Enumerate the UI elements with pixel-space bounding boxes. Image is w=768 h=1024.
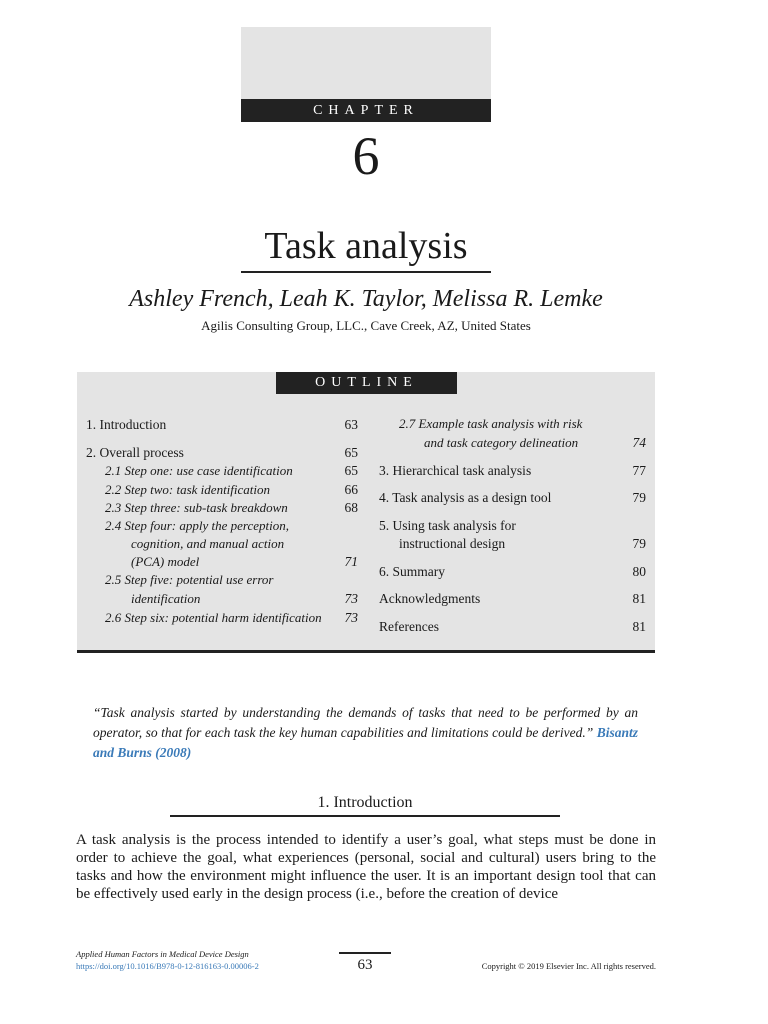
- outline-item-2-3[interactable]: 2.3 Step three: sub-task breakdown: [105, 500, 288, 515]
- outline-item-2-4-line2: cognition, and manual action: [131, 536, 285, 551]
- outline-page: 73: [344, 610, 358, 625]
- outline-item-references[interactable]: References: [379, 619, 439, 634]
- section-heading: 1. Introduction: [317, 794, 413, 811]
- section-divider: [170, 815, 560, 817]
- outline-item-summary[interactable]: 6. Summary: [379, 564, 445, 579]
- outline-item-introduction[interactable]: 1. Introduction: [86, 417, 167, 432]
- title-divider: [241, 271, 491, 273]
- outline-item-instructional-line2: instructional design: [399, 536, 506, 551]
- outline-page: 79: [632, 536, 646, 551]
- outline-item-acknowledgments[interactable]: Acknowledgments: [379, 591, 481, 606]
- outline-item-2-5[interactable]: 2.5 Step five: potential use error: [105, 572, 274, 587]
- outline-page: 63: [344, 417, 358, 432]
- quote-text: “Task analysis started by understanding the demands of tasks that need to be performed by an operator, so that for each task the key human capabilities and limitations could be derived.”: [93, 705, 638, 740]
- outline-item-hierarchical[interactable]: 3. Hierarchical task analysis: [379, 463, 532, 478]
- authors: Ashley French, Leah K. Taylor, Melissa R. Lemke: [129, 286, 603, 312]
- chapter-number: 6: [352, 126, 380, 186]
- epigraph-quote: [93, 703, 638, 763]
- outline-item-2-1[interactable]: 2.1 Step one: use case identification: [105, 463, 293, 478]
- outline-page: 79: [632, 490, 646, 505]
- doi-link[interactable]: https://doi.org/10.1016/B978-0-12-816163-0.00006-2: [76, 961, 259, 971]
- book-title: Applied Human Factors in Medical Device Design: [76, 949, 249, 959]
- chapter-label: CHAPTER: [241, 99, 491, 122]
- outline-label: OUTLINE: [276, 372, 457, 394]
- chapter-header-box: [241, 27, 491, 99]
- outline-page: 81: [632, 591, 646, 606]
- copyright: Copyright © 2019 Elsevier Inc. All rights reserved.: [481, 961, 656, 971]
- outline-item-2-4[interactable]: 2.4 Step four: apply the perception,: [105, 518, 290, 533]
- outline-item-2-2[interactable]: 2.2 Step two: task identification: [105, 482, 271, 497]
- outline-page: 65: [344, 445, 358, 460]
- outline-page: 80: [632, 564, 646, 579]
- page-number-rule: [339, 952, 391, 954]
- outline-page: 77: [632, 463, 646, 478]
- outline-item-2-4-line3: (PCA) model: [131, 554, 200, 569]
- outline-page: 71: [344, 554, 358, 569]
- outline-page: 66: [344, 482, 358, 497]
- quote-citation-link[interactable]: Bisantz and Burns (2008): [93, 725, 639, 760]
- footer-source: [76, 948, 259, 972]
- outline-item-design-tool[interactable]: 4. Task analysis as a design tool: [379, 490, 552, 505]
- outline-item-2-7-line2: and task category delineation: [424, 435, 579, 450]
- outline-item-2-6[interactable]: 2.6 Step six: potential harm identification: [105, 610, 322, 625]
- outline-page: 74: [632, 435, 646, 450]
- outline-item-2-5-line2: identification: [131, 591, 201, 606]
- outline-item-overall-process[interactable]: 2. Overall process: [86, 445, 184, 460]
- body-paragraph: A task analysis is the process intended to identify a user’s goal, what steps must be done in order to achieve the goal, what experiences (personal, social and cultural) users bring to the tasks and how the environment might influence the user. It is an important design tool that can be effectively used early in the design process (i.e., before the creation of device: [76, 832, 656, 902]
- outline-box: [77, 372, 655, 653]
- outline-page: 68: [344, 500, 358, 515]
- outline-item-instructional[interactable]: 5. Using task analysis for: [379, 518, 516, 533]
- outline-page: 65: [344, 463, 358, 478]
- page-number: 63: [357, 957, 373, 973]
- outline-page: 81: [632, 619, 646, 634]
- affiliation: Agilis Consulting Group, LLC., Cave Creek, AZ, United States: [201, 318, 531, 333]
- outline-page: 73: [344, 591, 358, 606]
- outline-item-2-7[interactable]: 2.7 Example task analysis with risk: [399, 416, 583, 431]
- page-title: Task analysis: [264, 225, 468, 267]
